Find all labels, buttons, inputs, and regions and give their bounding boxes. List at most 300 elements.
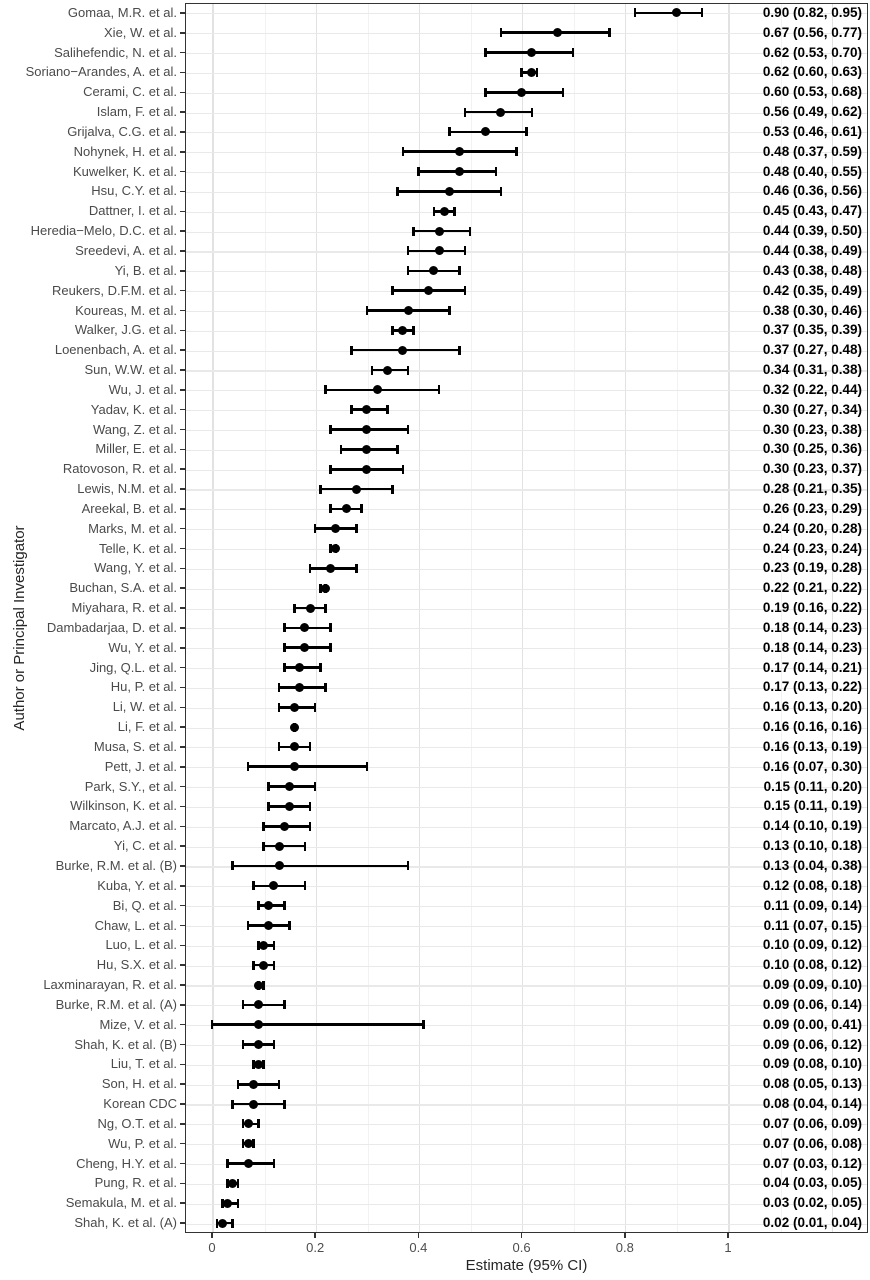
ci-cap-low bbox=[247, 921, 250, 930]
point-estimate bbox=[244, 1139, 253, 1148]
point-estimate bbox=[362, 465, 371, 474]
estimate-text: 0.18 (0.14, 0.23) bbox=[762, 639, 862, 655]
ci-cap-high bbox=[257, 1119, 260, 1128]
point-estimate bbox=[254, 1060, 263, 1069]
study-label: Chaw, L. et al. bbox=[94, 917, 177, 933]
estimate-text: 0.38 (0.30, 0.46) bbox=[762, 302, 862, 318]
y-axis-tick bbox=[180, 488, 185, 490]
y-axis-tick bbox=[180, 1222, 185, 1224]
study-label: Burke, R.M. et al. (A) bbox=[55, 996, 177, 1012]
study-label: Shah, K. et al. (B) bbox=[74, 1036, 177, 1052]
point-estimate bbox=[259, 941, 268, 950]
estimate-text: 0.44 (0.39, 0.50) bbox=[762, 223, 862, 239]
y-axis-tick bbox=[180, 1024, 185, 1026]
y-axis-tick bbox=[180, 270, 185, 272]
y-axis-tick bbox=[180, 429, 185, 431]
point-estimate bbox=[435, 227, 444, 236]
y-axis-tick bbox=[180, 1183, 185, 1185]
ci-cap-low bbox=[407, 246, 410, 255]
ci-cap-low bbox=[211, 1020, 214, 1029]
point-estimate bbox=[218, 1219, 227, 1228]
study-label: Hu, S.X. et al. bbox=[96, 957, 177, 973]
ci-cap-low bbox=[329, 504, 332, 513]
estimate-text: 0.32 (0.22, 0.44) bbox=[762, 381, 862, 397]
estimate-text: 0.04 (0.03, 0.05) bbox=[762, 1175, 862, 1191]
gridline-minor bbox=[677, 4, 678, 1232]
ci-cap-low bbox=[242, 1040, 245, 1049]
point-estimate bbox=[290, 723, 299, 732]
ci-cap-high bbox=[412, 326, 415, 335]
gridline-minor bbox=[471, 4, 472, 1232]
ci-cap-low bbox=[366, 306, 369, 315]
x-axis-tick bbox=[418, 1233, 420, 1238]
y-axis-tick bbox=[180, 587, 185, 589]
ci-cap-high bbox=[422, 1020, 425, 1029]
study-label: Buchan, S.A. et al. bbox=[69, 580, 177, 596]
estimate-text: 0.30 (0.23, 0.37) bbox=[762, 461, 862, 477]
point-estimate bbox=[254, 981, 263, 990]
ci-cap-low bbox=[448, 127, 451, 136]
y-axis-tick bbox=[180, 191, 185, 193]
ci-cap-low bbox=[634, 8, 637, 17]
study-label: Li, W. et al. bbox=[112, 699, 177, 715]
x-axis-tick bbox=[521, 1233, 523, 1238]
ci-cap-low bbox=[283, 643, 286, 652]
y-axis-tick bbox=[180, 1202, 185, 1204]
ci-cap-high bbox=[407, 366, 410, 375]
ci-cap-low bbox=[433, 207, 436, 216]
x-axis-tick-label: 0 bbox=[208, 1240, 216, 1255]
study-label: Jing, Q.L. et al. bbox=[89, 659, 177, 675]
study-label: Heredia−Melo, D.C. et al. bbox=[30, 223, 177, 239]
ci-cap-high bbox=[283, 1000, 286, 1009]
y-axis-tick bbox=[180, 786, 185, 788]
ci-cap-high bbox=[562, 88, 565, 97]
gridline-major bbox=[625, 4, 626, 1232]
y-axis-tick bbox=[180, 349, 185, 351]
y-axis-tick bbox=[180, 508, 185, 510]
estimate-text: 0.60 (0.53, 0.68) bbox=[762, 84, 862, 100]
ci-cap-low bbox=[293, 604, 296, 613]
point-estimate bbox=[306, 604, 315, 613]
y-axis-tick bbox=[180, 1004, 185, 1006]
study-label: Cerami, C. et al. bbox=[83, 84, 177, 100]
study-label: Islam, F. et al. bbox=[96, 104, 177, 120]
study-label: Semakula, M. et al. bbox=[65, 1195, 177, 1211]
ci-cap-low bbox=[324, 385, 327, 394]
estimate-text: 0.11 (0.07, 0.15) bbox=[763, 917, 862, 933]
x-axis-tick bbox=[211, 1233, 213, 1238]
estimate-text: 0.44 (0.38, 0.49) bbox=[762, 242, 862, 258]
ci-line bbox=[212, 1023, 424, 1026]
ci-cap-high bbox=[237, 1199, 240, 1208]
ci-cap-high bbox=[314, 782, 317, 791]
estimate-text: 0.62 (0.53, 0.70) bbox=[762, 44, 862, 60]
estimate-text: 0.17 (0.14, 0.21) bbox=[762, 659, 862, 675]
study-label: Wu, Y. et al. bbox=[108, 639, 177, 655]
point-estimate bbox=[517, 88, 526, 97]
y-axis-tick bbox=[180, 568, 185, 570]
y-axis-tick bbox=[180, 12, 185, 14]
ci-cap-low bbox=[407, 266, 410, 275]
study-label: Wu, P. et al. bbox=[108, 1135, 177, 1151]
estimate-text: 0.07 (0.06, 0.08) bbox=[762, 1135, 862, 1151]
gridline-minor bbox=[265, 4, 266, 1232]
estimate-text: 0.14 (0.10, 0.19) bbox=[762, 818, 862, 834]
y-axis-tick bbox=[180, 1123, 185, 1125]
point-estimate bbox=[254, 1040, 263, 1049]
ci-cap-high bbox=[495, 167, 498, 176]
estimate-text: 0.08 (0.04, 0.14) bbox=[762, 1096, 862, 1112]
ci-cap-high bbox=[355, 524, 358, 533]
ci-line bbox=[253, 885, 305, 888]
study-label: Yi, C. et al. bbox=[113, 838, 177, 854]
ci-cap-low bbox=[226, 1159, 229, 1168]
ci-cap-low bbox=[314, 524, 317, 533]
study-label: Salihefendic, N. et al. bbox=[54, 44, 177, 60]
y-axis-tick bbox=[180, 92, 185, 94]
ci-cap-low bbox=[412, 227, 415, 236]
ci-line bbox=[238, 1083, 279, 1086]
study-label: Pett, J. et al. bbox=[104, 758, 177, 774]
y-axis-tick bbox=[180, 468, 185, 470]
study-label: Li, F. et al. bbox=[117, 719, 177, 735]
study-label: Wang, Y. et al. bbox=[94, 560, 177, 576]
y-axis-tick bbox=[180, 1044, 185, 1046]
ci-cap-low bbox=[262, 822, 265, 831]
point-estimate bbox=[223, 1199, 232, 1208]
estimate-text: 0.09 (0.06, 0.14) bbox=[762, 996, 862, 1012]
gridline-major bbox=[316, 4, 317, 1232]
estimate-text: 0.37 (0.27, 0.48) bbox=[762, 342, 862, 358]
estimate-text: 0.16 (0.07, 0.30) bbox=[762, 758, 862, 774]
gridline-minor bbox=[574, 4, 575, 1232]
y-axis-tick bbox=[180, 806, 185, 808]
ci-cap-low bbox=[267, 802, 270, 811]
estimate-text: 0.53 (0.46, 0.61) bbox=[762, 123, 862, 139]
ci-cap-low bbox=[417, 167, 420, 176]
ci-cap-high bbox=[407, 425, 410, 434]
estimate-text: 0.18 (0.14, 0.23) bbox=[762, 619, 862, 635]
estimate-text: 0.34 (0.31, 0.38) bbox=[762, 362, 862, 378]
y-axis-tick bbox=[180, 131, 185, 133]
gridline-major bbox=[419, 4, 420, 1232]
ci-cap-high bbox=[396, 445, 399, 454]
point-estimate bbox=[445, 187, 454, 196]
ci-cap-low bbox=[252, 961, 255, 970]
ci-cap-high bbox=[391, 485, 394, 494]
ci-cap-low bbox=[396, 187, 399, 196]
y-axis-tick bbox=[180, 72, 185, 74]
ci-cap-low bbox=[484, 48, 487, 57]
study-label: Marcato, A.J. et al. bbox=[69, 818, 177, 834]
study-label: Telle, K. et al. bbox=[98, 540, 177, 556]
estimate-text: 0.09 (0.09, 0.10) bbox=[762, 977, 862, 993]
y-axis-tick bbox=[180, 627, 185, 629]
estimate-text: 0.62 (0.60, 0.63) bbox=[762, 64, 862, 80]
y-axis-title: Author or Principal Investigator bbox=[11, 525, 28, 731]
estimate-text: 0.07 (0.06, 0.09) bbox=[762, 1115, 862, 1131]
estimate-text: 0.48 (0.37, 0.59) bbox=[762, 143, 862, 159]
study-label: Miller, E. et al. bbox=[95, 441, 177, 457]
y-axis-tick bbox=[180, 1143, 185, 1145]
x-axis-tick-label: 1 bbox=[724, 1240, 732, 1255]
study-label: Miyahara, R. et al. bbox=[71, 600, 177, 616]
ci-cap-high bbox=[309, 822, 312, 831]
estimate-text: 0.09 (0.08, 0.10) bbox=[762, 1056, 862, 1072]
y-axis-tick bbox=[180, 330, 185, 332]
ci-line bbox=[326, 389, 440, 392]
y-axis-tick bbox=[180, 310, 185, 312]
x-axis-tick bbox=[314, 1233, 316, 1238]
study-label: Xie, W. et al. bbox=[104, 24, 177, 40]
study-label: Soriano−Arandes, A. et al. bbox=[25, 64, 177, 80]
point-estimate bbox=[249, 1080, 258, 1089]
estimate-text: 0.15 (0.11, 0.19) bbox=[763, 798, 862, 814]
point-estimate bbox=[373, 385, 382, 394]
estimate-text: 0.42 (0.35, 0.49) bbox=[762, 282, 862, 298]
estimate-text: 0.67 (0.56, 0.77) bbox=[762, 24, 862, 40]
study-label: Hsu, C.Y. et al. bbox=[91, 183, 177, 199]
ci-cap-low bbox=[267, 782, 270, 791]
y-axis-tick bbox=[180, 885, 185, 887]
ci-cap-low bbox=[237, 1080, 240, 1089]
point-estimate bbox=[285, 782, 294, 791]
y-axis-tick bbox=[180, 964, 185, 966]
y-axis-tick bbox=[180, 984, 185, 986]
y-axis-tick bbox=[180, 290, 185, 292]
y-axis-tick bbox=[180, 1103, 185, 1105]
study-label: Liu, T. et al. bbox=[110, 1056, 177, 1072]
study-label: Laxminarayan, R. et al. bbox=[43, 977, 177, 993]
estimate-text: 0.16 (0.13, 0.20) bbox=[762, 699, 862, 715]
ci-cap-low bbox=[464, 108, 467, 117]
study-label: Yi, B. et al. bbox=[114, 262, 177, 278]
gridline-major bbox=[522, 4, 523, 1232]
ci-cap-high bbox=[273, 1040, 276, 1049]
ci-cap-high bbox=[464, 246, 467, 255]
ci-cap-high bbox=[448, 306, 451, 315]
y-axis-tick bbox=[180, 250, 185, 252]
estimate-text: 0.08 (0.05, 0.13) bbox=[762, 1076, 862, 1092]
estimate-text: 0.09 (0.00, 0.41) bbox=[762, 1016, 862, 1032]
x-axis-tick bbox=[727, 1233, 729, 1238]
y-axis-tick bbox=[180, 528, 185, 530]
estimate-text: 0.46 (0.36, 0.56) bbox=[762, 183, 862, 199]
estimate-text: 0.07 (0.03, 0.12) bbox=[762, 1155, 862, 1171]
study-label: Musa, S. et al. bbox=[93, 738, 177, 754]
study-label: Bi, Q. et al. bbox=[112, 897, 177, 913]
study-label: Cheng, H.Y. et al. bbox=[76, 1155, 177, 1171]
estimate-text: 0.19 (0.16, 0.22) bbox=[762, 600, 862, 616]
ci-cap-high bbox=[608, 28, 611, 37]
ci-cap-low bbox=[231, 861, 234, 870]
study-label: Kuwelker, K. et al. bbox=[72, 163, 177, 179]
estimate-text: 0.12 (0.08, 0.18) bbox=[762, 877, 862, 893]
point-estimate bbox=[280, 822, 289, 831]
x-axis-tick bbox=[624, 1233, 626, 1238]
estimate-text: 0.17 (0.13, 0.22) bbox=[762, 679, 862, 695]
estimate-text: 0.15 (0.11, 0.20) bbox=[763, 778, 862, 794]
ci-cap-high bbox=[438, 385, 441, 394]
estimate-text: 0.37 (0.35, 0.39) bbox=[762, 322, 862, 338]
point-estimate bbox=[249, 1100, 258, 1109]
ci-cap-high bbox=[469, 227, 472, 236]
estimate-text: 0.22 (0.21, 0.22) bbox=[762, 580, 862, 596]
study-label: Shah, K. et al. (A) bbox=[74, 1215, 177, 1231]
ci-cap-high bbox=[386, 405, 389, 414]
ci-cap-high bbox=[309, 802, 312, 811]
study-label: Ng, O.T. et al. bbox=[97, 1115, 177, 1131]
study-label: Hu, P. et al. bbox=[110, 679, 177, 695]
ci-cap-high bbox=[458, 266, 461, 275]
point-estimate bbox=[440, 207, 449, 216]
ci-cap-high bbox=[283, 901, 286, 910]
ci-cap-high bbox=[329, 623, 332, 632]
point-estimate bbox=[321, 584, 330, 593]
y-axis-tick bbox=[180, 647, 185, 649]
point-estimate bbox=[383, 366, 392, 375]
estimate-text: 0.10 (0.08, 0.12) bbox=[762, 957, 862, 973]
ci-cap-high bbox=[273, 941, 276, 950]
ci-cap-low bbox=[283, 623, 286, 632]
estimate-text: 0.02 (0.01, 0.04) bbox=[762, 1215, 862, 1231]
ci-cap-high bbox=[458, 346, 461, 355]
y-axis-tick bbox=[180, 449, 185, 451]
ci-cap-low bbox=[350, 346, 353, 355]
ci-cap-low bbox=[252, 881, 255, 890]
study-label: Loenenbach, A. et al. bbox=[54, 342, 177, 358]
y-axis-tick bbox=[180, 230, 185, 232]
y-axis-tick bbox=[180, 111, 185, 113]
ci-cap-low bbox=[350, 405, 353, 414]
estimate-text: 0.30 (0.27, 0.34) bbox=[762, 401, 862, 417]
y-axis-tick bbox=[180, 667, 185, 669]
y-axis-tick bbox=[180, 1163, 185, 1165]
point-estimate bbox=[228, 1179, 237, 1188]
y-axis-tick bbox=[180, 607, 185, 609]
ci-cap-low bbox=[278, 683, 281, 692]
y-axis-tick bbox=[180, 865, 185, 867]
study-label: Sreedevi, A. et al. bbox=[75, 242, 177, 258]
y-axis-tick bbox=[180, 32, 185, 34]
ci-line bbox=[233, 1103, 285, 1106]
ci-cap-high bbox=[288, 921, 291, 930]
ci-cap-low bbox=[247, 762, 250, 771]
ci-line bbox=[264, 845, 305, 848]
y-axis-tick bbox=[180, 925, 185, 927]
gridline-major bbox=[212, 4, 213, 1232]
point-estimate bbox=[244, 1119, 253, 1128]
gridline-minor bbox=[368, 4, 369, 1232]
study-label: Gomaa, M.R. et al. bbox=[67, 4, 177, 20]
ci-cap-high bbox=[525, 127, 528, 136]
estimate-text: 0.26 (0.23, 0.29) bbox=[762, 500, 862, 516]
y-axis-tick bbox=[180, 369, 185, 371]
estimate-text: 0.90 (0.82, 0.95) bbox=[762, 4, 862, 20]
y-axis-tick bbox=[180, 746, 185, 748]
estimate-text: 0.56 (0.49, 0.62) bbox=[762, 104, 862, 120]
point-estimate bbox=[404, 306, 413, 315]
study-label: Korean CDC bbox=[103, 1096, 177, 1112]
point-estimate bbox=[435, 246, 444, 255]
study-label: Grijalva, C.G. et al. bbox=[67, 123, 177, 139]
point-estimate bbox=[275, 842, 284, 851]
estimate-text: 0.24 (0.23, 0.24) bbox=[762, 540, 862, 556]
ci-cap-low bbox=[329, 425, 332, 434]
ci-cap-high bbox=[407, 861, 410, 870]
ci-line bbox=[248, 765, 367, 768]
study-label: Son, H. et al. bbox=[101, 1076, 177, 1092]
y-axis-tick bbox=[180, 687, 185, 689]
ci-cap-high bbox=[319, 663, 322, 672]
ci-cap-high bbox=[231, 1219, 234, 1228]
ci-cap-high bbox=[309, 742, 312, 751]
y-axis-tick bbox=[180, 211, 185, 213]
estimate-text: 0.30 (0.25, 0.36) bbox=[762, 441, 862, 457]
estimate-text: 0.43 (0.38, 0.48) bbox=[762, 262, 862, 278]
study-label: Mize, V. et al. bbox=[99, 1016, 177, 1032]
point-estimate bbox=[285, 802, 294, 811]
ci-cap-low bbox=[391, 326, 394, 335]
study-label: Dambadarjaa, D. et al. bbox=[46, 619, 177, 635]
y-axis-tick bbox=[180, 766, 185, 768]
y-axis-tick bbox=[180, 905, 185, 907]
estimate-text: 0.16 (0.13, 0.19) bbox=[762, 738, 862, 754]
ci-cap-high bbox=[283, 1100, 286, 1109]
ci-cap-low bbox=[340, 445, 343, 454]
y-axis-tick bbox=[180, 409, 185, 411]
study-label: Walker, J.G. et al. bbox=[74, 322, 177, 338]
ci-cap-high bbox=[324, 604, 327, 613]
ci-cap-low bbox=[520, 68, 523, 77]
study-label: Ratovoson, R. et al. bbox=[62, 461, 177, 477]
y-axis-tick bbox=[180, 548, 185, 550]
ci-cap-low bbox=[242, 1000, 245, 1009]
ci-cap-high bbox=[500, 187, 503, 196]
study-label: Kuba, Y. et al. bbox=[97, 877, 177, 893]
study-label: Lewis, N.M. et al. bbox=[77, 481, 177, 497]
study-label: Nohynek, H. et al. bbox=[73, 143, 177, 159]
ci-cap-low bbox=[371, 366, 374, 375]
ci-cap-high bbox=[572, 48, 575, 57]
ci-cap-low bbox=[278, 742, 281, 751]
ci-cap-high bbox=[329, 643, 332, 652]
estimate-text: 0.30 (0.23, 0.38) bbox=[762, 421, 862, 437]
ci-line bbox=[243, 1004, 284, 1007]
ci-cap-high bbox=[304, 842, 307, 851]
ci-cap-high bbox=[402, 465, 405, 474]
y-axis-tick bbox=[180, 171, 185, 173]
estimate-text: 0.45 (0.43, 0.47) bbox=[762, 203, 862, 219]
ci-cap-high bbox=[515, 147, 518, 156]
ci-cap-high bbox=[304, 881, 307, 890]
ci-cap-low bbox=[329, 465, 332, 474]
estimate-text: 0.23 (0.19, 0.28) bbox=[762, 560, 862, 576]
ci-cap-low bbox=[402, 147, 405, 156]
ci-cap-low bbox=[391, 286, 394, 295]
y-axis-tick bbox=[180, 726, 185, 728]
ci-cap-high bbox=[531, 108, 534, 117]
point-estimate bbox=[352, 485, 361, 494]
ci-cap-high bbox=[464, 286, 467, 295]
ci-cap-low bbox=[319, 485, 322, 494]
x-axis-tick-label: 0.2 bbox=[306, 1240, 325, 1255]
point-estimate bbox=[342, 504, 351, 513]
estimate-text: 0.13 (0.10, 0.18) bbox=[762, 838, 862, 854]
y-axis-tick bbox=[180, 151, 185, 153]
study-label: Marks, M. et al. bbox=[88, 520, 177, 536]
